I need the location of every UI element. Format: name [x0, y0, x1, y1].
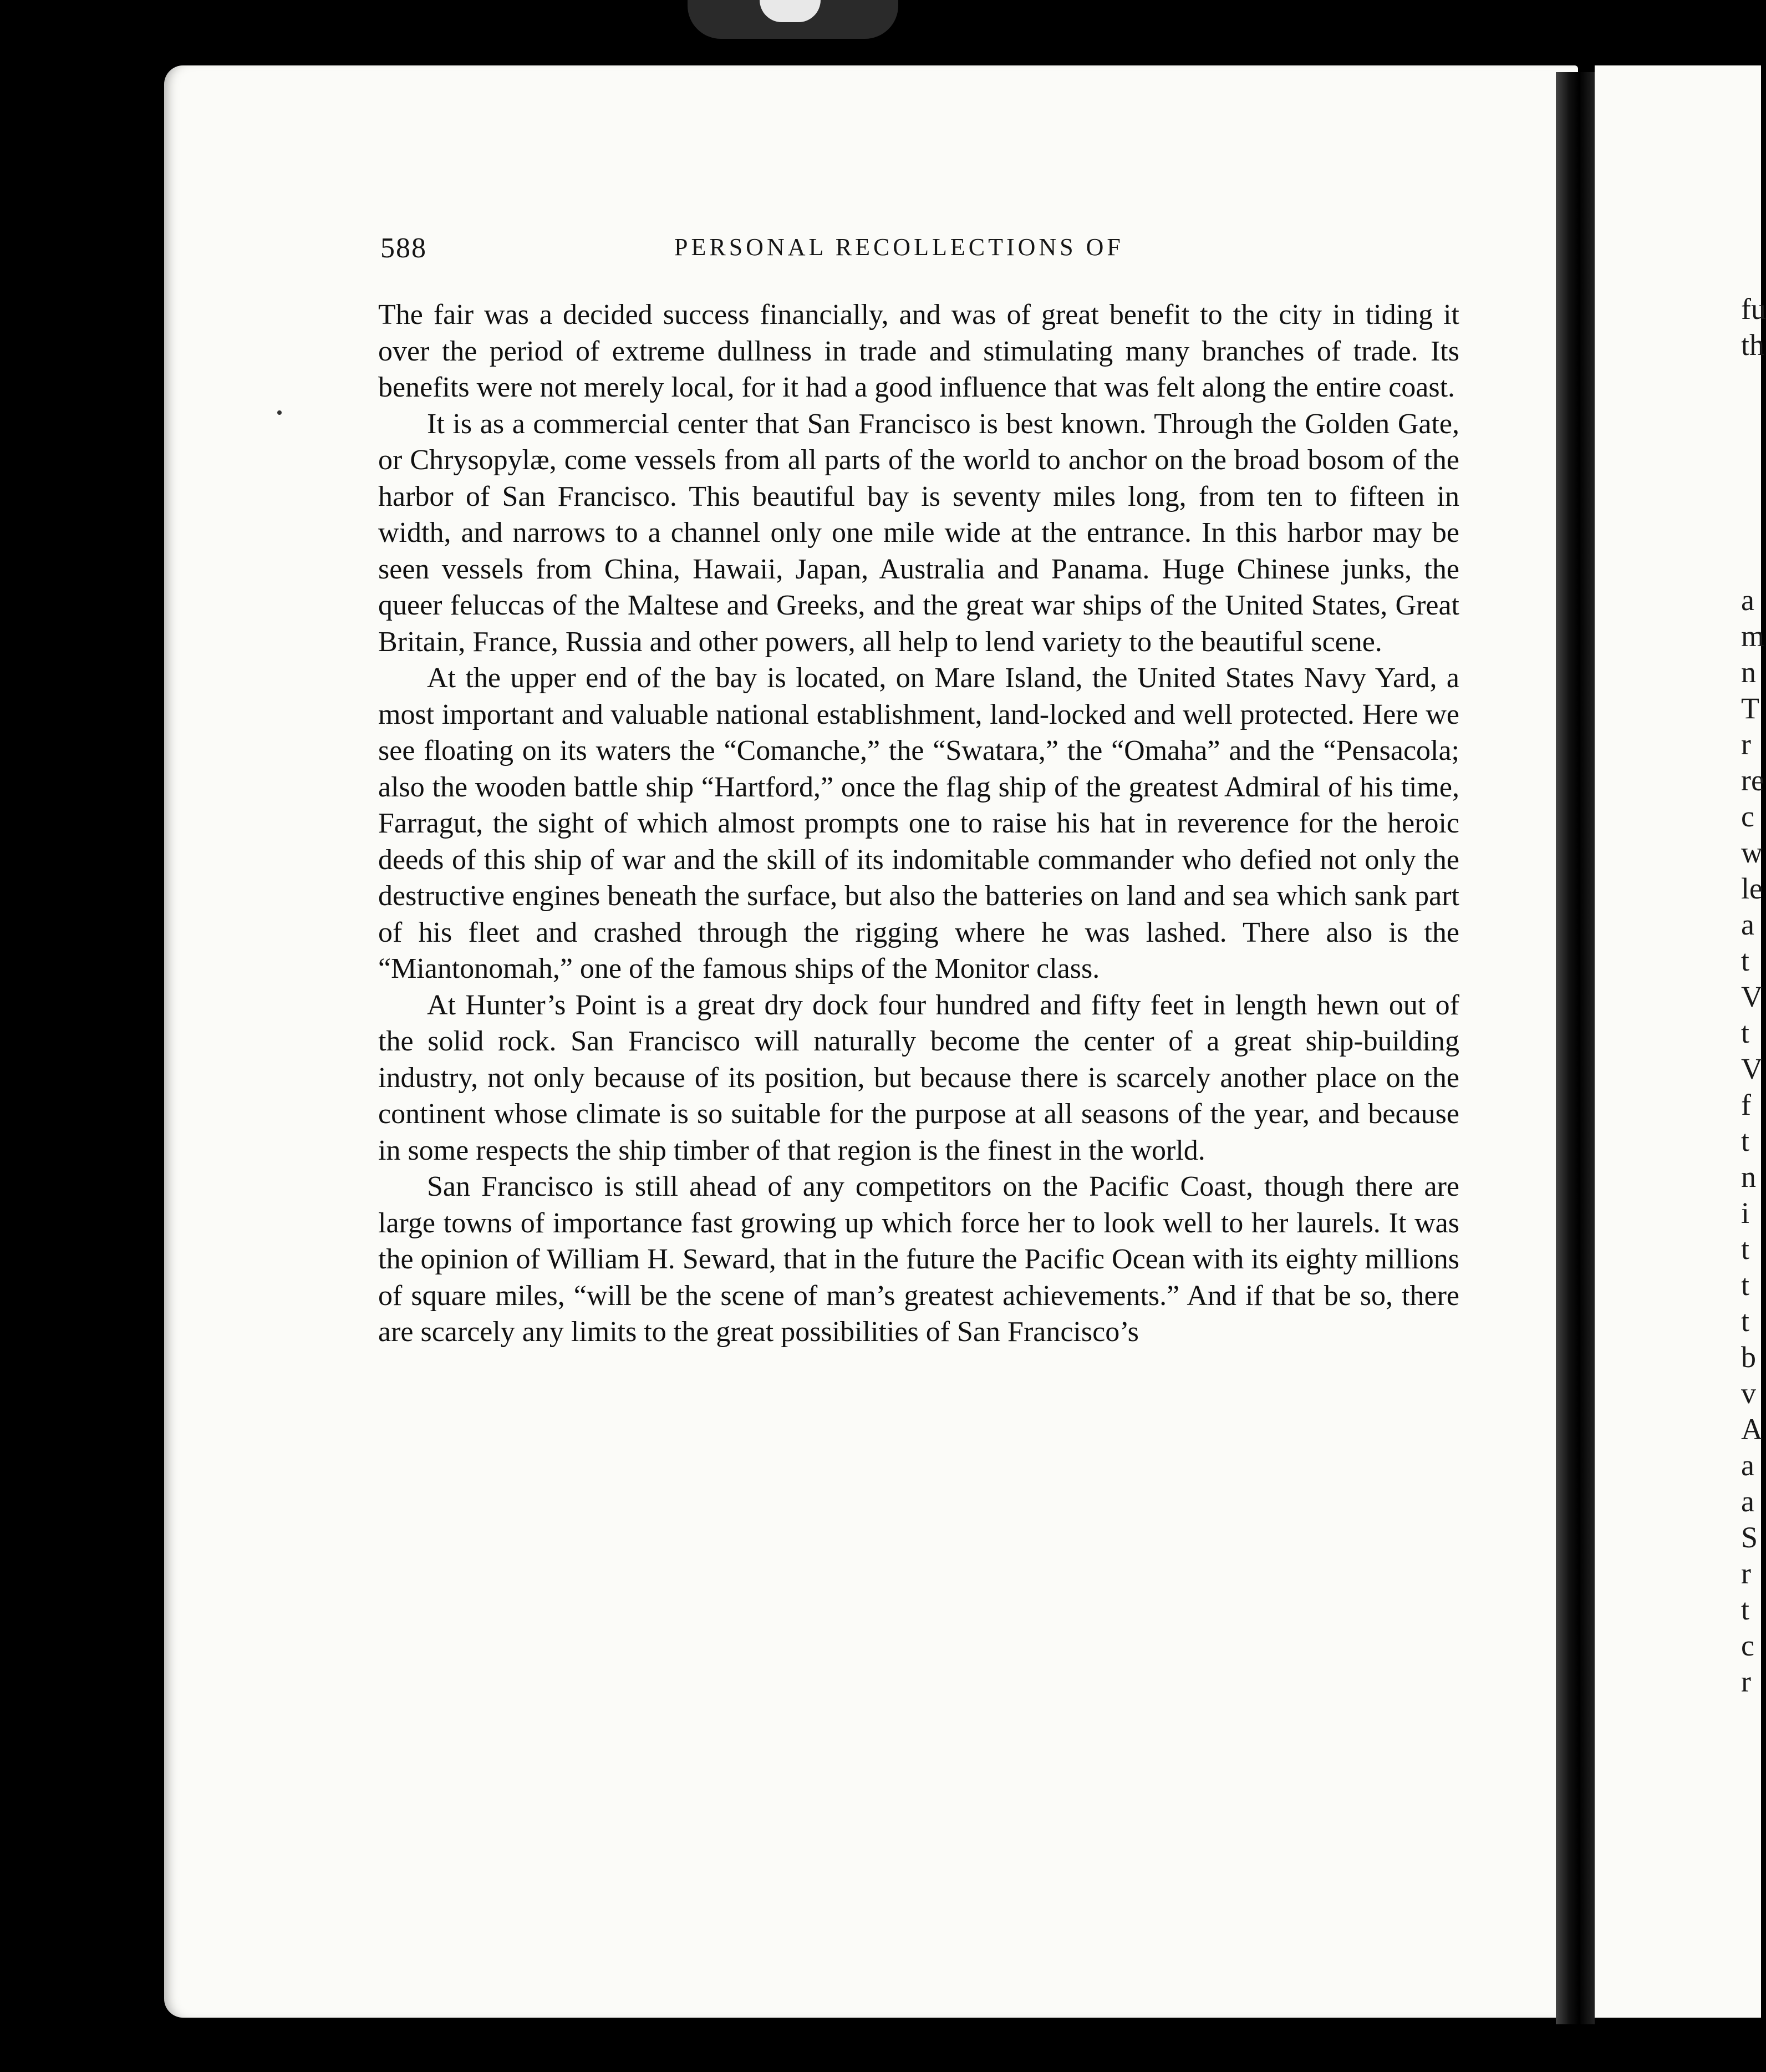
facing-page-fragment: fu: [1741, 292, 1766, 326]
facing-page-fragment: f: [1741, 1088, 1751, 1121]
facing-page-fragment: v: [1741, 1377, 1756, 1410]
paragraph: The fair was a decided success financially, and was of great benefit to the city in tiding it over the period of extreme dullness in trade and stimulating many branches of trade. Its benefits were not merely local, for it had a good influence that was felt along the entire coast.: [378, 299, 1459, 403]
facing-page-fragment: r: [1741, 1665, 1751, 1698]
facing-page-fragment: V: [1741, 1052, 1763, 1085]
facing-page-text-fragments: [1741, 0, 1766, 1952]
facing-page-fragment: re: [1741, 764, 1764, 797]
facing-page-fragment: le: [1741, 872, 1763, 905]
facing-page-fragment: t: [1741, 1593, 1750, 1626]
facing-page-fragment: t: [1741, 944, 1750, 977]
facing-page-fragment: c: [1741, 1629, 1754, 1662]
facing-page-fragment: w: [1741, 836, 1763, 869]
facing-page-fragment: r: [1741, 1557, 1751, 1590]
facing-page-fragment: r: [1741, 728, 1751, 761]
facing-page-fragment: T: [1741, 692, 1759, 725]
facing-page-fragment: t: [1741, 1124, 1750, 1157]
facing-page-fragment: S: [1741, 1521, 1758, 1554]
facing-page-fragment: A: [1741, 1413, 1763, 1446]
facing-page-fragment: a: [1741, 1449, 1754, 1482]
right-page: [1595, 65, 1761, 2018]
facing-page-fragment: t: [1741, 1268, 1750, 1302]
facing-page-fragment: V: [1741, 980, 1763, 1013]
paragraph: At Hunter’s Point is a great dry dock four hundred and fifty feet in length hewn out of the solid rock. San Francisco will naturally become the center of a great ship-building industry, not only because of its position, but because there is scarcely another place on the continent whose climate is so suitable for the purpose at all seasons of the year, and because in some respects the ship timber of that region is the finest in the world.: [378, 989, 1459, 1166]
facing-page-fragment: t: [1741, 1304, 1750, 1338]
facing-page-fragment: a: [1741, 908, 1754, 941]
facing-page-fragment: n: [1741, 656, 1756, 689]
facing-page-fragment: b: [1741, 1340, 1756, 1374]
facing-page-fragment: n: [1741, 1160, 1756, 1194]
book-spine: [1556, 72, 1595, 2024]
facing-page-fragment: t: [1741, 1232, 1750, 1266]
running-head: [380, 232, 1457, 265]
page-number: 588: [380, 232, 427, 264]
scan-speck: [277, 410, 282, 415]
facing-page-fragment: a: [1741, 1485, 1754, 1518]
body-text: [378, 297, 1459, 1350]
paragraph: San Francisco is still ahead of any competitors on the Pacific Coast, though there are large towns of importance fast growing up which force her to look well to her laurels. It was the opinion of William H. Seward, that in the future the Pacific Ocean with its eighty millions of square miles, “will be the scene of man’s greatest achievements.” And if that be so, there are scarcely any limits to the great possibilities of San Francisco’s: [378, 1171, 1459, 1348]
facing-page-fragment: th: [1741, 328, 1765, 362]
facing-page-fragment: m: [1741, 619, 1765, 653]
facing-page-fragment: a: [1741, 583, 1754, 617]
paragraph: It is as a commercial center that San Francisco is best known. Through the Golden Gate, or Chrysopylæ, come vessels from all parts of the world to anchor on the broad bosom of the harbor of San Francisco. This beautiful bay is seventy miles long, from ten to fifteen in width, and narrows to a channel only one mile wide at the entrance. In this harbor may be seen vessels from China, Hawaii, Japan, Australia and Panama. Huge Chinese junks, the queer feluccas of the Maltese and Greeks, and the great war ships of the United States, Great Britain, France, Russia and other powers, all help to lend variety to the beautiful scene.: [378, 408, 1459, 658]
running-head-title: PERSONAL RECOLLECTIONS OF: [674, 233, 1124, 261]
facing-page-fragment: c: [1741, 800, 1754, 833]
paragraph: At the upper end of the bay is located, on Mare Island, the United States Navy Yard, a most important and valuable national establishment, land-locked and well protected. Here we see floating on its waters the “Comanche,” the “Swatara,” the “Omaha” and the “Pensacola; also the wooden battle ship “Hartford,” once the flag ship of the greatest Admiral of his time, Farragut, the sight of which almost prompts one to raise his hat in reverence for the heroic deeds of this ship of war and the skill of its indomitable commander who defied not only the destructive engines beneath the surface, but also the batteries on land and sea which sank part of his fleet and crashed through the rigging where he was lashed. There also is the “Miantonomah,” one of the famous ships of the Monitor class.: [378, 662, 1459, 984]
facing-page-fragment: i: [1741, 1196, 1750, 1230]
facing-page-fragment: t: [1741, 1016, 1750, 1049]
